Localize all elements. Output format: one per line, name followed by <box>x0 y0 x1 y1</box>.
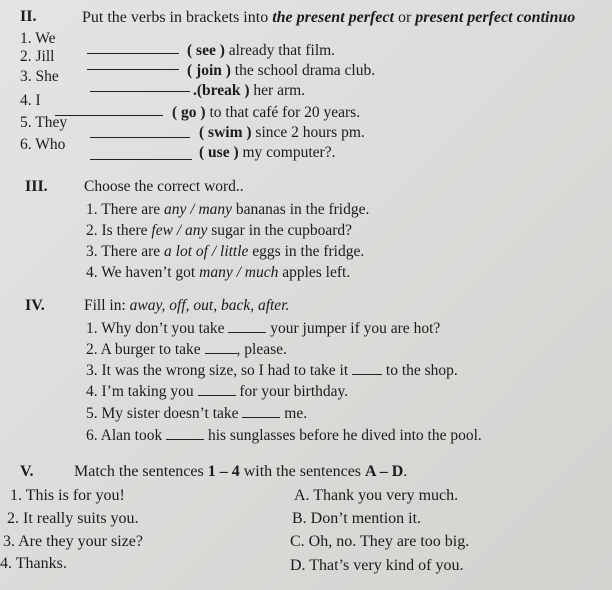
sentence-end: to the shop. <box>382 362 458 379</box>
exercise-4-item-4 <box>86 382 348 401</box>
instruction-emphasis: 1 – 4 <box>207 463 240 480</box>
match-right-d[interactable]: D. That’s very kind of you. <box>290 557 464 574</box>
sentence-start: 3. It was the wrong size, so I had to take it <box>86 362 353 379</box>
answer-blank[interactable] <box>166 426 204 440</box>
sentence-end: apples left. <box>278 264 351 281</box>
match-left-1[interactable]: 1. This is for you! <box>10 487 125 504</box>
sentence-rest: since 2 hours pm. <box>251 124 365 141</box>
sentence-end: , please. <box>236 341 287 358</box>
instruction-emphasis: present perfect continuo <box>415 9 576 26</box>
instruction-text: or <box>393 9 416 26</box>
sentence-end: eggs in the fridge. <box>248 243 365 260</box>
answer-blank[interactable] <box>90 78 190 97</box>
section-3-instruction: Choose the correct word.. <box>84 178 244 195</box>
exercise-3-item-3 <box>86 243 364 261</box>
exercise-2-item-4-prompt <box>172 104 360 122</box>
sentence-start: 4. We haven’t got <box>86 264 200 281</box>
match-right-a[interactable]: A. Thank you very much. <box>294 487 459 504</box>
item-number: 4. I <box>20 92 41 109</box>
exercise-4-item-2 <box>86 340 287 359</box>
sentence-rest: to that café for 20 years. <box>205 104 361 121</box>
section-3-number: III. <box>25 178 48 195</box>
item-number: 3. She <box>20 68 59 85</box>
exercise-4-item-3 <box>86 361 458 380</box>
section-2-instruction <box>82 9 575 27</box>
answer-blank[interactable] <box>352 361 382 375</box>
item-number: 6. Who <box>20 136 66 153</box>
instruction-text: Put the verbs in brackets into <box>82 9 273 26</box>
sentence-start: 1. Why don’t you take <box>86 320 229 337</box>
exercise-3-item-1 <box>86 201 369 219</box>
exercise-4-item-1 <box>86 319 440 338</box>
instruction-text: Match the sentences <box>74 463 208 480</box>
match-left-2[interactable]: 2. It really suits you. <box>7 510 139 527</box>
exercise-2-item-5-prompt <box>199 124 365 142</box>
item-number: 2. Jill <box>20 48 55 65</box>
answer-blank[interactable] <box>198 382 236 396</box>
exercise-4-item-5 <box>86 404 307 423</box>
sentence-end: your jumper if you are hot? <box>266 320 441 337</box>
exercise-2-item-6-prompt <box>199 144 335 162</box>
instruction-text: Fill in: <box>84 297 130 314</box>
exercise-2-item-5 <box>20 114 67 132</box>
sentence-start: 2. A burger to take <box>86 341 205 358</box>
word-choice[interactable]: many / much <box>199 264 279 281</box>
instruction-emphasis: the present perfect <box>272 9 394 26</box>
instruction-text: with the sentences <box>239 463 366 480</box>
instruction-emphasis: A – D <box>365 463 404 480</box>
sentence-end: me. <box>280 405 308 422</box>
section-5-number: V. <box>20 463 34 480</box>
sentence-end: bananas in the fridge. <box>232 201 370 218</box>
section-5-instruction <box>74 463 407 481</box>
answer-blank[interactable] <box>55 102 163 121</box>
section-2-number: II. <box>20 8 37 25</box>
sentence-end: sugar in the cupboard? <box>207 222 353 239</box>
sentence-end: for your birthday. <box>235 383 349 400</box>
sentence-start: 4. I’m taking you <box>86 383 198 400</box>
item-number: 5. They <box>20 114 68 131</box>
exercise-4-item-6 <box>86 426 482 445</box>
answer-blank[interactable] <box>242 404 280 418</box>
exercise-2-item-2 <box>20 48 54 66</box>
exercise-2-item-3-prompt <box>193 82 305 100</box>
word-choice[interactable]: any / many <box>164 201 233 218</box>
exercise-2-item-2-prompt <box>187 62 375 80</box>
sentence-rest: my computer?. <box>238 144 336 161</box>
match-left-4[interactable]: 4. Thanks. <box>0 555 67 572</box>
answer-blank[interactable] <box>205 340 237 354</box>
word-bank: away, off, out, back, after. <box>129 297 290 314</box>
item-number: 1. We <box>20 30 56 47</box>
section-4-instruction <box>84 297 289 315</box>
sentence-rest: her arm. <box>249 82 306 99</box>
verb-hint: ( swim ) <box>199 124 252 141</box>
sentence-rest: already that film. <box>224 42 336 59</box>
word-choice[interactable]: few / any <box>151 222 208 239</box>
section-4-number: IV. <box>25 297 45 314</box>
answer-blank[interactable] <box>87 56 179 75</box>
match-right-c[interactable]: C. Oh, no. They are too big. <box>290 533 470 550</box>
exercise-2-item-4 <box>20 92 41 110</box>
exercise-2-item-1-prompt <box>187 42 335 60</box>
match-right-b[interactable]: B. Don’t mention it. <box>292 510 422 527</box>
word-choice[interactable]: a lot of / little <box>164 243 249 260</box>
match-left-3[interactable]: 3. Are they your size? <box>3 533 143 550</box>
exercise-2-item-6 <box>20 136 65 154</box>
answer-blank[interactable] <box>228 319 266 333</box>
exercise-3-item-4 <box>86 264 350 282</box>
sentence-start: 3. There are <box>86 243 165 260</box>
sentence-start: 2. Is there <box>86 222 152 239</box>
verb-hint: ( go ) <box>172 104 206 121</box>
answer-blank[interactable] <box>90 146 192 165</box>
sentence-rest: the school drama club. <box>230 62 376 79</box>
exercise-3-item-2 <box>86 222 352 240</box>
instruction-text: . <box>403 463 408 480</box>
verb-hint: ( see ) <box>187 42 225 59</box>
verb-hint: ( join ) <box>187 62 231 79</box>
sentence-start: 1. There are <box>86 201 165 218</box>
answer-blank[interactable] <box>90 124 190 143</box>
sentence-start: 5. My sister doesn’t take <box>86 405 243 422</box>
verb-hint: ( use ) <box>199 144 239 161</box>
exercise-2-item-1 <box>20 30 56 48</box>
sentence-end: his sunglasses before he dived into the pool. <box>204 427 482 444</box>
sentence-start: 6. Alan took <box>86 427 167 444</box>
exercise-2-item-3 <box>20 68 59 86</box>
verb-hint: .(break ) <box>193 82 250 99</box>
